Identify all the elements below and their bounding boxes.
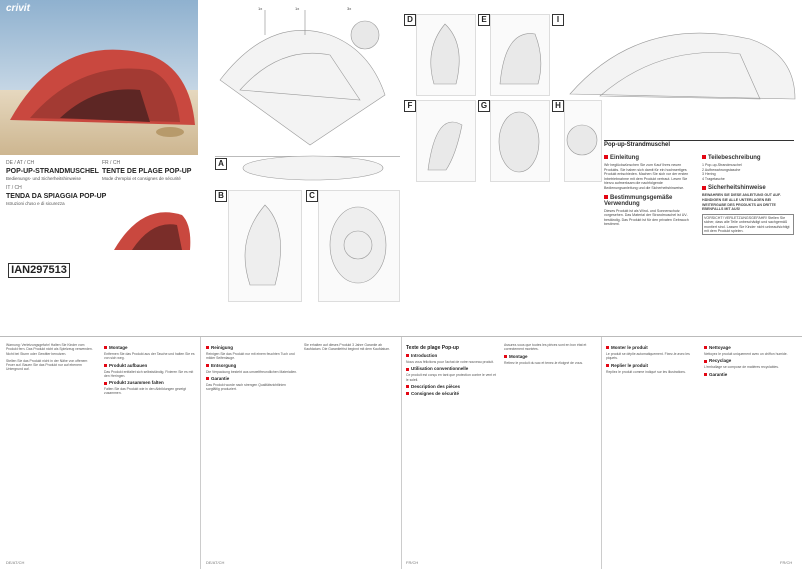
body-text: Ce produit est conçu en tant que protection contre le vent et le soleil. (406, 373, 496, 382)
bullet-icon (406, 392, 409, 395)
bullet-icon (504, 355, 507, 358)
two-column-layout (604, 151, 794, 235)
page3-col1 (406, 343, 498, 398)
page-separator (601, 337, 602, 569)
section-heading: Entsorgung (206, 363, 298, 368)
page4-col1 (606, 343, 698, 374)
section-heading: Montage (504, 354, 596, 359)
figure-a-illustration (228, 153, 398, 183)
bullet-icon (406, 368, 409, 371)
page-footer: DE/AT/CH (206, 560, 225, 565)
use-heading: Bestimmungsgemäße Verwendung (604, 194, 673, 207)
page-separator (401, 337, 402, 569)
count-label-3: 3x (347, 6, 352, 11)
left-column (604, 151, 696, 235)
body-text: Die Verpackung besteht aus umweltfreundlichen Materialien. (206, 369, 298, 374)
figure-label-d: D (404, 14, 416, 26)
page3-col2 (504, 343, 596, 365)
figure-label-i: I (552, 14, 564, 26)
page1-col1 (6, 343, 96, 372)
page4-col2 (704, 343, 796, 379)
tent-photo-illustration (0, 0, 198, 155)
figure-label-a: A (215, 158, 227, 170)
bullet-icon (104, 364, 107, 367)
parts-item: 1 Pop-up-Strandmuschel (702, 163, 742, 167)
bullet-icon (704, 346, 707, 349)
page-footer: DE/AT/CH (6, 560, 25, 565)
right-text-page (604, 140, 794, 235)
body-text: Nous vous félicitons pour l'achat de votre nouveau produit. (406, 360, 494, 364)
page-title: Pop-up-Strandmuschel (604, 140, 794, 148)
bullet-icon (704, 373, 707, 376)
figure-h-illustration (564, 100, 600, 180)
section-heading: Recyclage (704, 358, 796, 363)
figure-label-h: H (552, 100, 564, 112)
body-text: Falten Sie das Produkt wie in den Abbildungen gezeigt zusammen. (104, 387, 186, 396)
body-text: Le produit se déplie automatiquement. Fixez-le avec les piquets. (606, 352, 690, 361)
warning-box: VORSICHT! VERLETZUNGSGEFAHR! Stellen Sie sicher, dass alle Teile unbeschädigt und sachgemäß montiert sind. Lassen Sie Kinder nicht unbeaufsichtigt mit dem Produkt spielen. (702, 214, 794, 236)
bullet-icon (702, 155, 706, 159)
body-text: Das Produkt wurde nach strengen Qualitätsrichtlinien sorgfältig produziert. (206, 382, 286, 392)
title-fr: TENTE DE PLAGE POP-UP (102, 168, 192, 175)
page2-col2 (304, 343, 396, 352)
figure-label-b: B (215, 190, 227, 202)
safety-text: BEWAHREN SIE DIESE ANLEITUNG GUT AUF. HÄNDIGEN SIE ALLE UNTERLAGEN BEI WEITERGABE DES PRODUKTS AN DRITTE EBENFALLS MIT AUS! (702, 193, 781, 212)
parts-illustration (210, 5, 400, 155)
parts-item: 4 Tragetasche (702, 176, 725, 181)
bullet-icon (702, 186, 706, 190)
use-text: Dieses Produkt ist als Wind- und Sonnenschutz vorgesehen. Das Material der Strandmuschel ist UV-beständig. Das Produkt ist für den privaten Gebrauch bestimmt. (604, 208, 689, 227)
body-text: Sie erhalten auf dieses Produkt 3 Jahre Garantie ab Kaufdatum. Die Garantiefrist beginnt mit dem Kaufdatum. (304, 343, 391, 352)
body-text: Entfernen Sie das Produkt aus der Tasche und halten Sie es von sich weg. (104, 352, 195, 361)
body-text: Stellen Sie das Produkt nicht in der Nähe von offenem Feuer auf. Bauen Sie das Produkt nur auf ebenem Untergrund auf. (6, 358, 88, 372)
body-text: Repliez le produit comme indiqué sur les illustrations. (606, 369, 686, 374)
tent-product-icon (112, 200, 192, 255)
cover-text-fr (102, 160, 192, 182)
bullet-icon (206, 364, 209, 367)
page-footer: FR/CH (406, 560, 419, 565)
figure-d-illustration (416, 14, 474, 94)
bullet-icon (206, 377, 209, 380)
figure-label-f: F (404, 100, 416, 112)
figure-b-illustration (235, 200, 295, 290)
cover-photo (0, 0, 198, 155)
country-flags-fr: FR / CH (102, 160, 121, 166)
bullet-icon (604, 155, 608, 159)
subtitle-fr: Mode d'emploi et consignes de sécurité (102, 176, 181, 181)
body-text: Nettoyez le produit uniquement avec un chiffon humide. (704, 352, 788, 356)
section-heading: Introduction (406, 353, 498, 358)
section-heading: Replier le produit (606, 363, 698, 368)
bullet-icon (406, 354, 409, 357)
bullet-icon (704, 360, 707, 363)
section-heading: Monter le produit (606, 345, 698, 350)
parts-item: 2 Aufbewahrungstasche (702, 167, 741, 172)
figure-label-g: G (478, 100, 490, 112)
figure-g-illustration (490, 100, 548, 180)
parts-item: 3 Hering (702, 172, 716, 177)
figure-e-illustration (490, 14, 548, 94)
safety-heading: Sicherheitshinweise (702, 185, 794, 191)
figure-f-illustration (416, 100, 474, 180)
bullet-icon (104, 382, 107, 385)
bullet-icon (104, 346, 107, 349)
page-title: Texte de plage Pop-up (406, 345, 459, 351)
intro-heading: Einleitung (604, 155, 696, 161)
figure-c-illustration (323, 200, 393, 290)
body-text: Assurez-vous que toutes les pièces sont en bon état et correctement montées. (504, 343, 587, 352)
page2-col1 (206, 343, 298, 391)
section-heading: Garantie (206, 376, 298, 381)
bullet-icon (606, 346, 609, 349)
title-de: POP-UP-STRANDMUSCHEL (6, 168, 99, 175)
body-text: Das Produkt entfaltet sich selbstständig. Fixieren Sie es mit den Heringen. (104, 369, 194, 378)
subtitle-it: Istruzioni d'uso e di sicurezza (6, 201, 65, 206)
country-flags-de: DE / AT / CH (6, 160, 35, 166)
subtitle-de: Bedienungs- und Sicherheitshinweise (6, 176, 82, 181)
count-label-2: 1x (295, 6, 300, 11)
bullet-icon (406, 385, 409, 388)
body-text: Warnung: Verletzungsgefahr! Halten Sie Kinder vom Produkt fern. Das Produkt nicht als Spielzeug verwenden. Nicht bei Sturm oder Gewitter benutzen. (6, 343, 93, 356)
count-label-1: 1x (258, 6, 263, 11)
brand-logo: crivit (6, 3, 30, 14)
body-text: Retirez le produit du sac et tenez-le éloigné de vous. (504, 360, 583, 365)
page-separator (200, 337, 201, 569)
section-heading: Nettoyage (704, 345, 796, 350)
section-heading: Utilisation conventionnelle (406, 366, 498, 371)
intro-text: Wir beglückwünschen Sie zum Kauf Ihres neuen Produkts. Sie haben sich damit für ein hochwertiges Produkt entschieden. Machen Sie sich vor der ersten Inbetriebnahme mit dem Produkt vertraut. Lesen Sie hierzu aufmerksam die nachfolgende Bedienungsanleitung und die Sicherheitshinweise. (604, 163, 689, 190)
parts-heading: Teilebeschreibung (702, 155, 794, 161)
page1-col2 (104, 343, 196, 396)
figure-label-c: C (306, 190, 318, 202)
section-heading: Montage (104, 345, 196, 350)
section-heading: Produkt aufbauen (104, 363, 196, 368)
right-column (702, 151, 794, 235)
section-heading: Garantie (704, 372, 796, 377)
bottom-pages (0, 337, 802, 569)
country-flags-it: IT / CH (6, 185, 22, 191)
title-it: TENDA DA SPIAGGIA POP-UP (6, 193, 107, 200)
cover-page (0, 0, 198, 336)
section-heading: Consignes de sécurité (406, 391, 498, 396)
section-heading: Produkt zusammen falten (104, 380, 196, 385)
figure-i-illustration (560, 14, 800, 104)
figure-label-e: E (478, 14, 490, 26)
body-text: L'emballage se compose de matières recyclables. (704, 365, 779, 370)
bullet-icon (606, 364, 609, 367)
ian-number: IAN297513 (8, 263, 70, 278)
section-heading: Description des pièces (406, 384, 498, 389)
page-footer: FR/CH (780, 560, 793, 565)
body-text: Reinigen Sie das Produkt nur mit einem feuchten Tuch und milder Seifenlauge. (206, 352, 295, 361)
bullet-icon (206, 346, 209, 349)
section-heading: Reinigung (206, 345, 298, 350)
bullet-icon (604, 195, 608, 199)
